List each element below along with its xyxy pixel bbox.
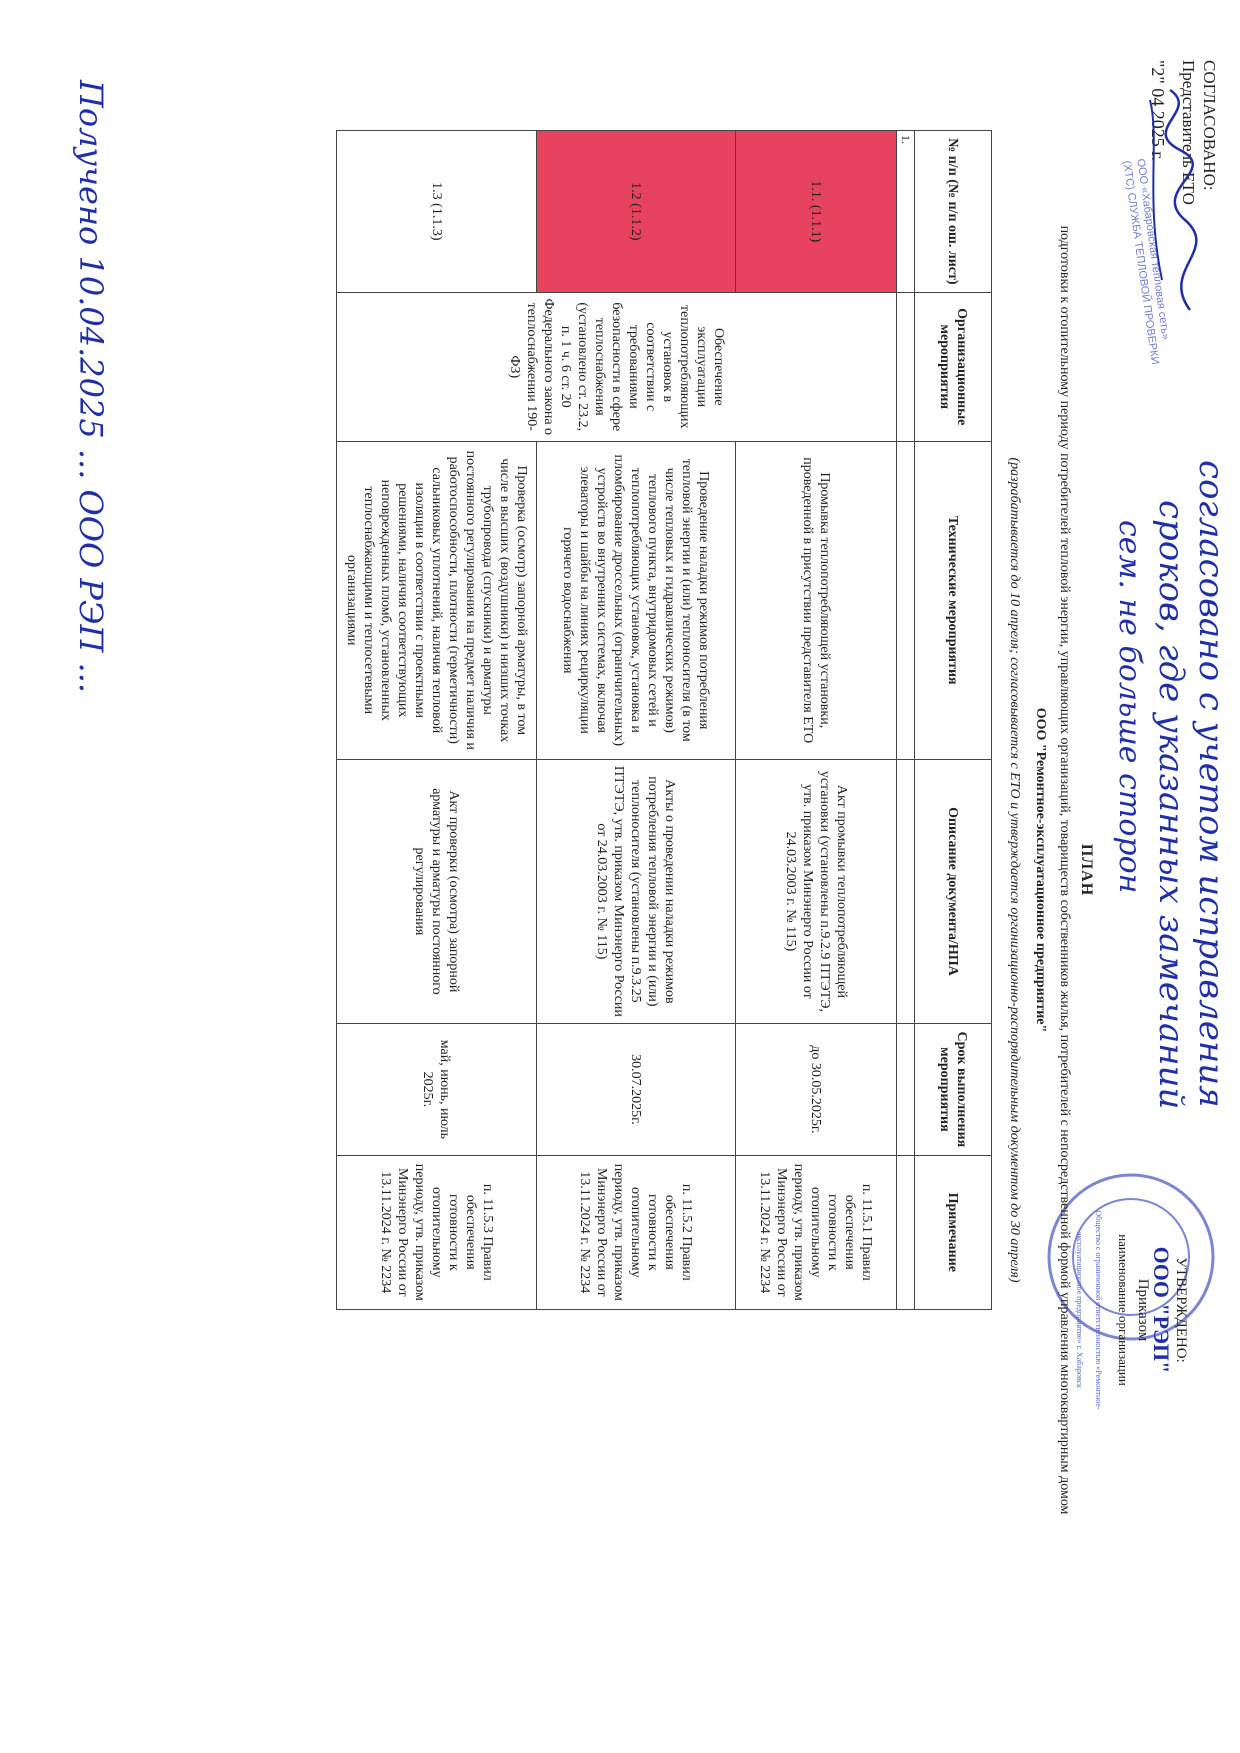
handwritten-line-3: сем. не больше сторон bbox=[1112, 520, 1147, 894]
row-technical: Проведение наладки режимов потребления тепловой энергии и (или) теплоносителя (в том числе тепловых и гидравлических режимов) теплового пункта, внутридомовых сетей и теплопотребляющих установок, установка и пломбирование дроссельных (ограничительных) устройств во внутренних системах, включая элеваторы и шайбы на линиях рециркуляции горячего водоснабжения bbox=[537, 441, 736, 759]
approval-label: СОГЛАСОВАНО: bbox=[1200, 60, 1219, 191]
header-deadline: Срок выполнения мероприятия bbox=[915, 1024, 992, 1155]
row-document: Акт промывки теплопотребляющей установки (установлены п.9.2.9 ПТЭТЭ, утв. приказом Минэнерго России от 24.03.2003 г. № 115) bbox=[736, 759, 897, 1023]
handwritten-line-1: согласовано с учетом исправления bbox=[1191, 460, 1231, 1108]
section-number: 1. bbox=[897, 131, 915, 293]
table-row bbox=[736, 131, 897, 1310]
approved-org: ООО "РЭП" bbox=[1149, 1246, 1174, 1374]
row-document: Акт проверки (осмотра) запорной арматуры и арматуры постоянного регулирования bbox=[337, 759, 537, 1023]
handwritten-note-bottom bbox=[62, 70, 122, 1310]
section-row bbox=[897, 131, 915, 1310]
approval-date: "2" 04 2025 г. bbox=[1148, 60, 1168, 162]
handwritten-receipt: Получено 10.04.2025 ... ООО РЭП ... bbox=[72, 80, 110, 694]
table-header-row bbox=[915, 131, 992, 1310]
approval-role: Представитель ЕТО bbox=[1179, 60, 1198, 205]
plan-organization: ООО "Ремонтное-эксплуатационное предприятие" bbox=[1033, 707, 1048, 1033]
row-deadline: май, июнь, июль 2025г. bbox=[337, 1024, 537, 1155]
plan-title: ПЛАН bbox=[1078, 843, 1095, 897]
row-technical: Промывка теплопотребляющей установки, проведенной в присутствии представителя ЕТО bbox=[736, 441, 897, 759]
plan-subtitle: подготовки к отопительному периоду потребителей тепловой энергии, управляющих организаций, товариществ собственников жилья, потребителей с непосредственной формой управления многоквартирным домом bbox=[1057, 225, 1072, 1515]
plan-table bbox=[336, 130, 992, 1310]
row-deadline: до 30.05.2025г. bbox=[736, 1024, 897, 1155]
header-note: Примечание bbox=[915, 1155, 992, 1309]
row-note: п. 11.5.1 Правил обеспечения готовности к отопительному периоду, утв. приказом Минэнерго России от 13.11.2024 г. № 2234 bbox=[736, 1155, 897, 1309]
row-technical: Проверка (осмотр) запорной арматуры, в том числе в высших (воздушники) и низших точках трубопровода (спускники) и арматуры постоянного регулирования на предмет наличия и работоспособности, плотности (герметичности) сальниковых уплотнений, наличия тепловой изоляции в соответствии с проектными решениями, наличия соответствующих неповрежденных пломб, установленных теплоснабжающими и теплосетевыми организациями bbox=[337, 441, 537, 759]
row-document: Акты о проведении наладки режимов потребления тепловой энергии и (или) теплоносителя (установлены п.9.3.25 ПТЭТЭ, утв. приказом Минэнерго России от 24.03.2003 г. № 115) bbox=[537, 759, 736, 1023]
row-number: 1.3 (1.1.3) bbox=[337, 131, 537, 293]
row-number: 1.1. (1.1.1) bbox=[736, 131, 897, 293]
approval-stamp: ООО «Хабаровская тепловая сеть» (ХТС) СЛУЖБА ТЕПЛОВОЙ ПРОВЕРКИ bbox=[1120, 157, 1172, 366]
approved-label: УТВЕРЖДЕНО: bbox=[1173, 1257, 1189, 1363]
header-technical: Технические мероприятия bbox=[915, 441, 992, 759]
row-deadline: 30.07.2025г. bbox=[537, 1024, 736, 1155]
approved-org-name: наименование организации bbox=[1116, 1234, 1131, 1386]
document-page bbox=[60, 40, 1231, 1700]
handwritten-line-2: сроков, где указанных замечаний bbox=[1151, 500, 1191, 1110]
header-number: № п/п (№ п/п ош. лист) bbox=[915, 131, 992, 293]
round-stamp-text: Общество с ограниченной ответственностью «Ремонтное-эксплуатационное предприятие» г. Хабаровск bbox=[1075, 1210, 1103, 1410]
approved-order: Приказом bbox=[1135, 1278, 1151, 1342]
handwritten-note-top bbox=[1110, 440, 1240, 1280]
row-note: п. 11.5.2 Правил обеспечения готовности к отопительному периоду, утв. приказом Минэнерго России от 13.11.2024 г. № 2234 bbox=[537, 1155, 736, 1309]
header-organizational: Организационные мероприятия bbox=[915, 292, 992, 441]
header-document: Описание документа/НПА bbox=[915, 759, 992, 1023]
row-note: п. 11.5.3 Правил обеспечения готовности к отопительному периоду, утв. приказом Минэнерго России от 13.11.2024 г. № 2234 bbox=[337, 1155, 537, 1309]
row-number: 1.2 (1.1.2) bbox=[537, 131, 736, 293]
row-organizational: Обеспечение эксплуатации теплопотребляющих установок в соответствии с требованиями безопасности в сфере теплоснабжения (установлено ст. 23.2, п. 1 ч. 6 ст. 20 Федерального закона о теплоснабжении 190-ФЗ) bbox=[337, 292, 897, 441]
plan-note: (разрабатывается до 10 апреля; согласовывается с ЕТО и утверждается организационно-распорядительным документом до 30 апреля) bbox=[1007, 457, 1022, 1283]
